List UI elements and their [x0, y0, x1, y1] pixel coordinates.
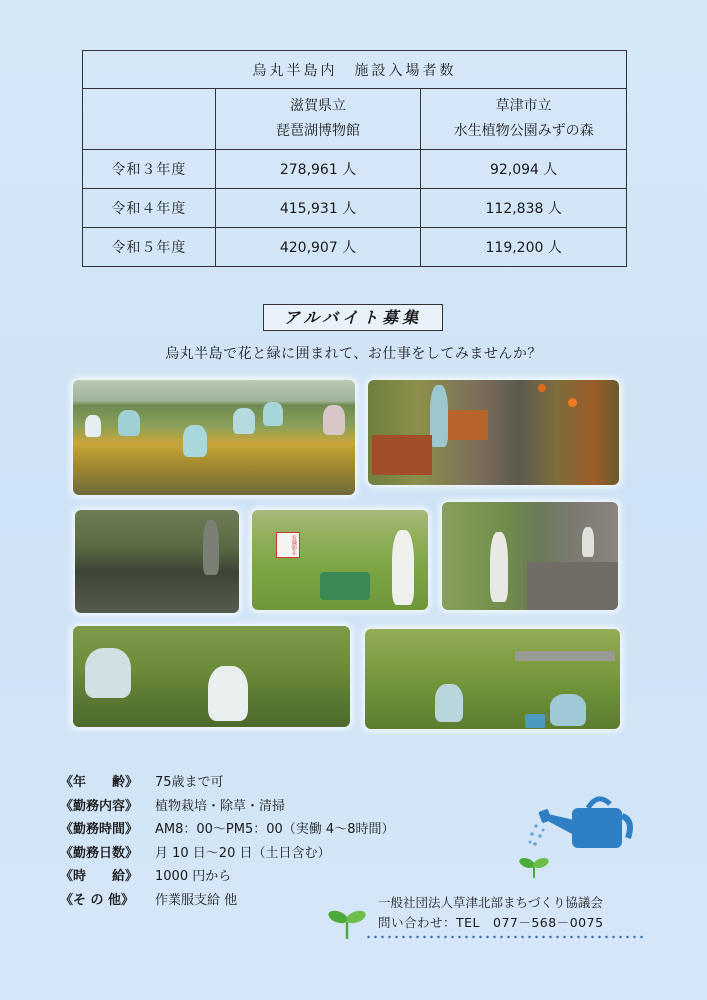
table-row: [83, 189, 627, 228]
header-museum-line2: 琵琶湖博物館: [276, 123, 361, 139]
dotted-divider: [365, 935, 645, 939]
danger-sign: 危険防止: [276, 532, 300, 558]
table-row: [83, 228, 627, 267]
header-empty-cell: [83, 89, 216, 150]
header-park-line2: 水生植物公園みずの森: [453, 123, 594, 139]
list-item: [60, 818, 394, 842]
year-cell: 令和５年度: [83, 228, 216, 267]
sprout-icon: [517, 853, 551, 879]
list-item: [60, 865, 394, 889]
info-label-age: 《年 齢》: [60, 775, 139, 790]
table-title-row: [83, 51, 627, 89]
organization-name: 一般社団法人草津北部まちづくり協議会: [378, 895, 603, 910]
museum-count-cell: 420,907 人: [215, 228, 421, 267]
park-count-cell: 92,094 人: [421, 150, 627, 189]
visitor-stats-table: [82, 50, 627, 267]
header-park-line1: 草津市立: [495, 98, 552, 114]
job-info-list: [60, 771, 394, 912]
year-cell: 令和４年度: [83, 189, 216, 228]
photo-pond-path: [75, 510, 239, 613]
info-value-other: 作業服支給 他: [155, 892, 238, 908]
park-count-cell: 119,200 人: [421, 228, 627, 267]
list-item: [60, 842, 394, 866]
sprout-icon: [327, 904, 367, 940]
info-value-wage: 1000 円から: [155, 869, 232, 884]
contact-phone: 問い合わせ：TEL 077－568－0075: [378, 915, 604, 930]
header-museum: [215, 89, 421, 150]
info-label-other: 《そ の 他》: [60, 892, 135, 908]
photo-reed-pond-workers: [442, 502, 618, 610]
list-item: [60, 771, 394, 795]
info-value-age: 75歳まで可: [155, 775, 224, 790]
header-park: [421, 89, 627, 150]
list-item: [60, 795, 394, 819]
museum-count-cell: 278,961 人: [215, 150, 421, 189]
info-label-work: 《勤務内容》: [60, 798, 139, 814]
photo-grass-field-workers: [365, 629, 620, 729]
info-label-hours: 《勤務時間》: [60, 822, 139, 837]
park-count-cell: 112,838 人: [421, 189, 627, 228]
info-label-days: 《勤務日数》: [60, 845, 139, 861]
photo-flower-bed-workers: [73, 380, 355, 495]
photo-planter-worker: [368, 380, 619, 485]
organization-block: [378, 893, 604, 933]
photo-weeding-workers: [73, 626, 350, 727]
table-row: [83, 150, 627, 189]
recruit-title: アルバイト募集: [263, 304, 443, 331]
table-header-row: [83, 89, 627, 150]
info-value-days: 月 10 日～20 日（土日含む）: [155, 845, 331, 861]
museum-count-cell: 415,931 人: [215, 189, 421, 228]
table-title: 烏丸半島内 施設入場者数: [83, 51, 627, 89]
header-museum-line1: 滋賀県立: [290, 98, 347, 114]
info-value-work: 植物栽培・除草・清掃: [155, 798, 286, 814]
info-value-hours: AM8：00～PM5：00（実働 4～8時間）: [155, 822, 395, 837]
recruit-tagline: 烏丸半島で花と緑に囲まれて、お仕事をしてみませんか？: [165, 346, 542, 362]
year-cell: 令和３年度: [83, 150, 216, 189]
info-label-wage: 《時 給》: [60, 869, 139, 884]
photo-mowing-worker: [252, 510, 428, 610]
